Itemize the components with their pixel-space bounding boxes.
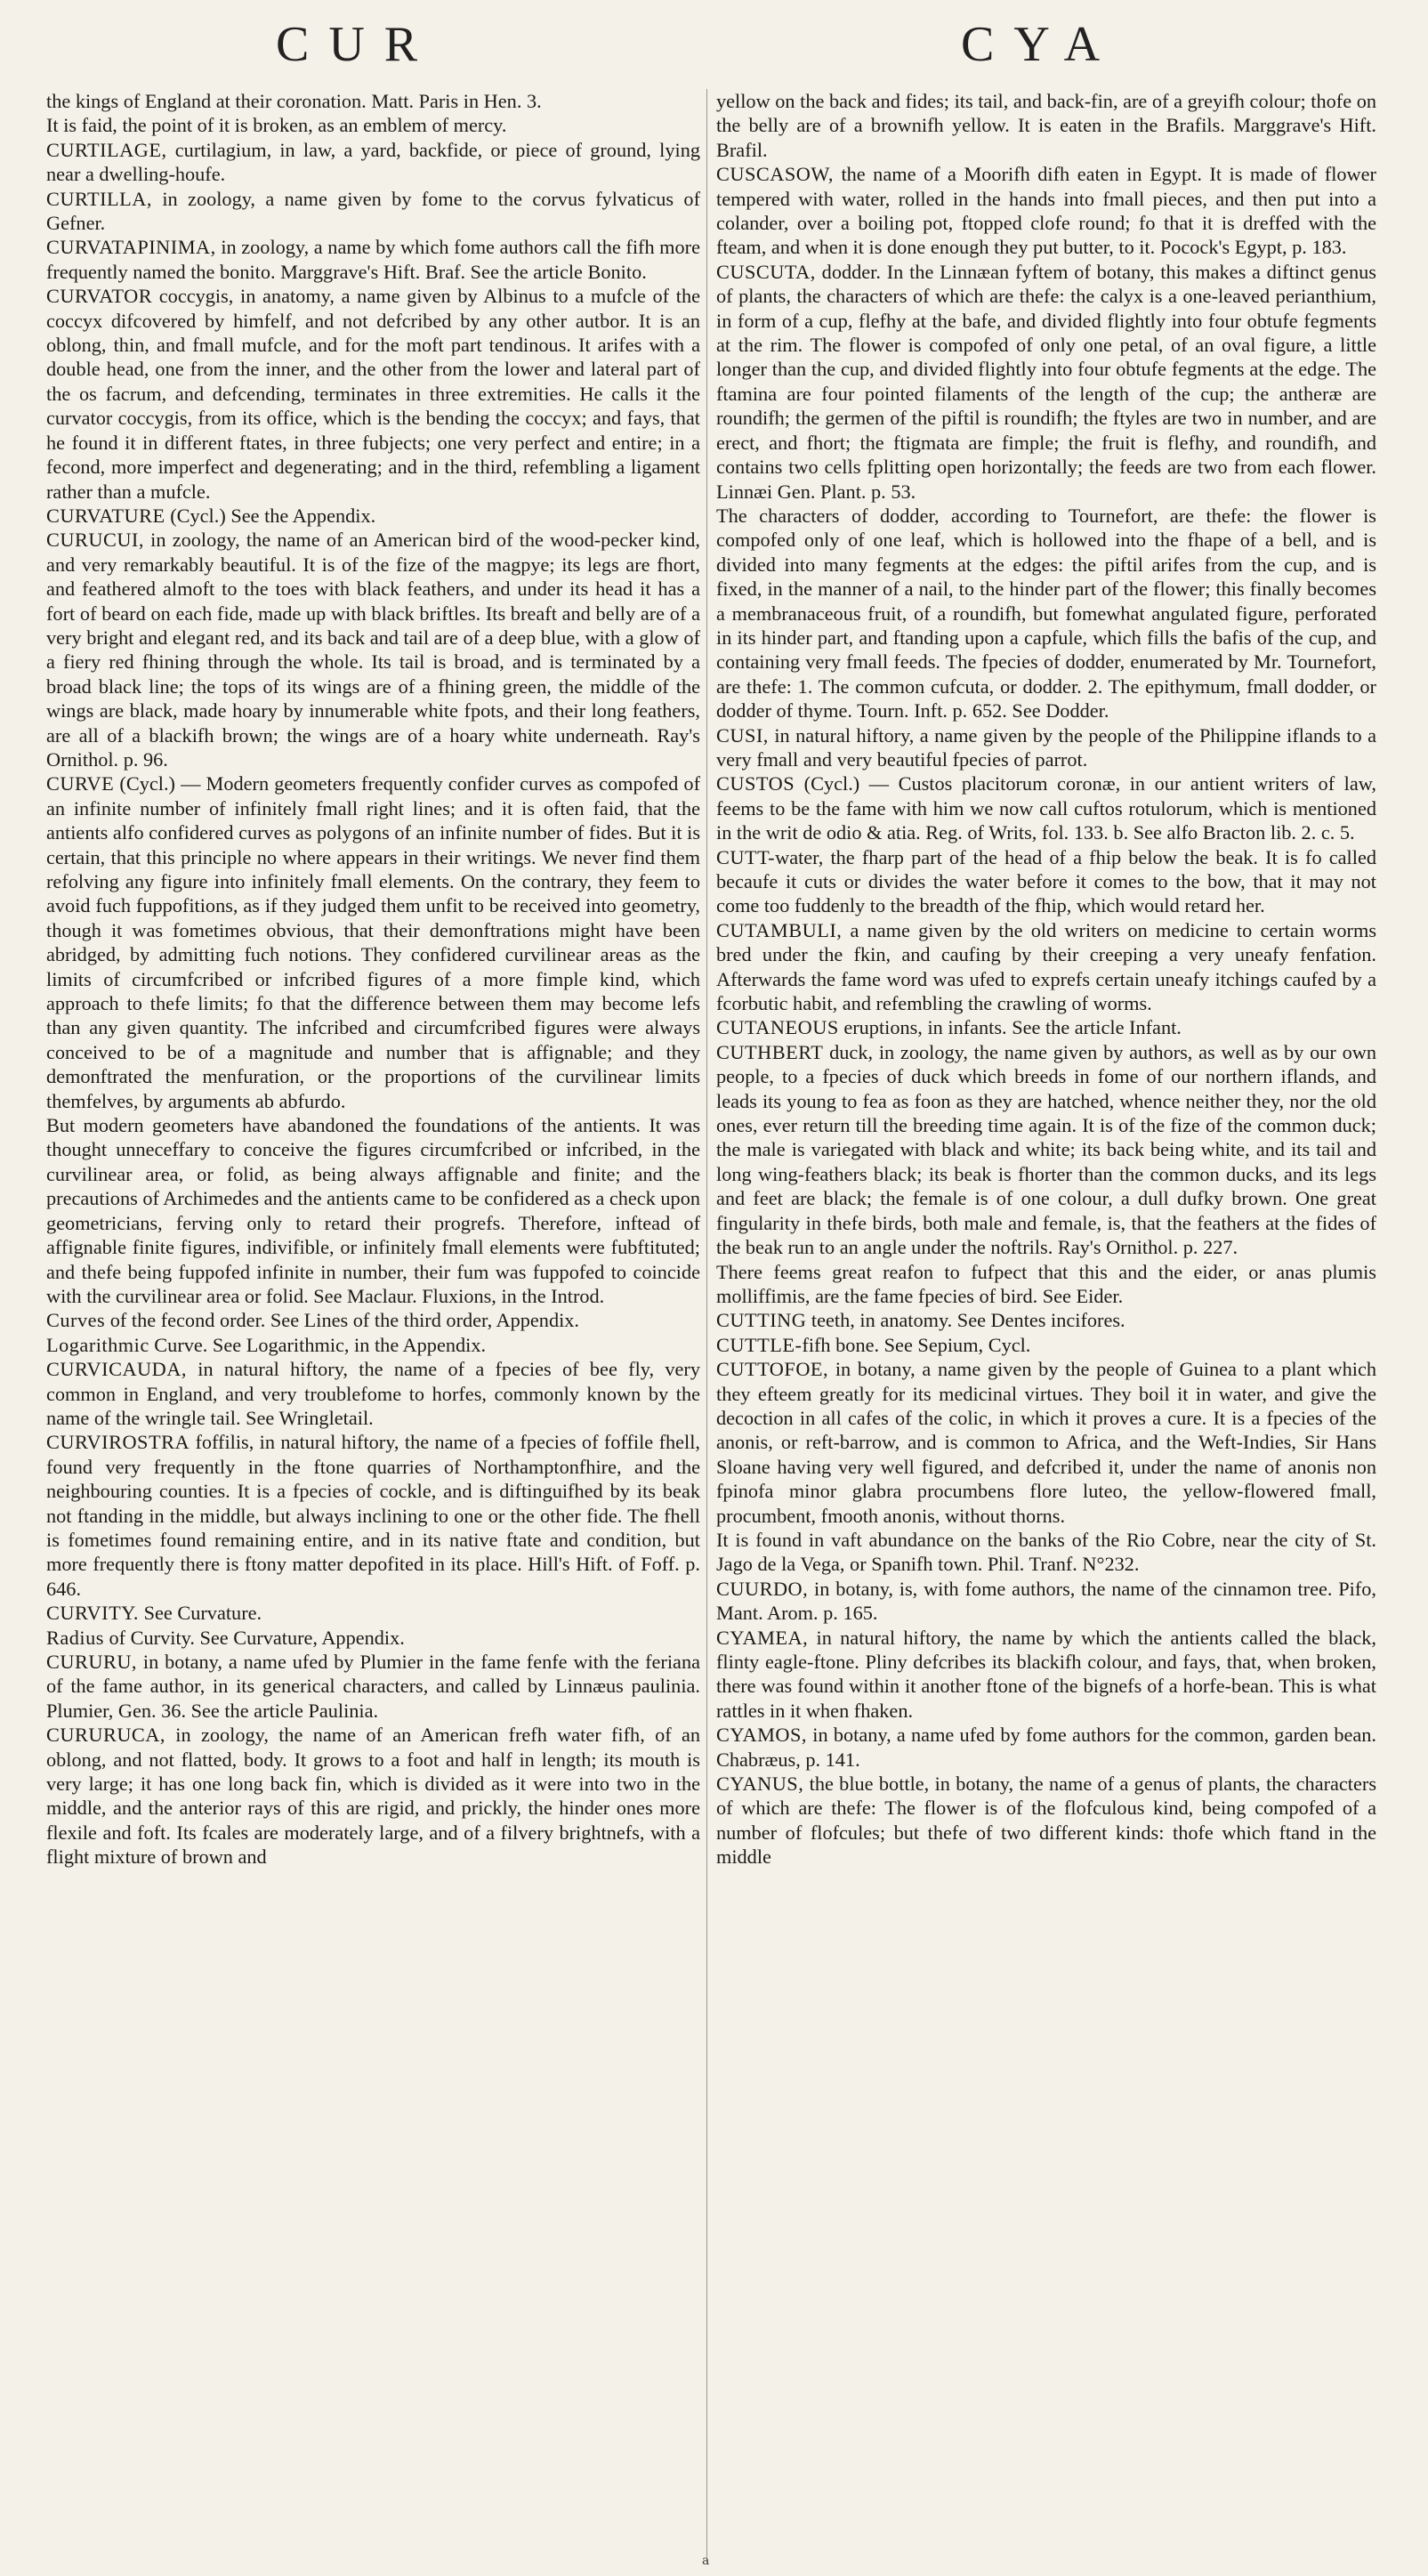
entry-text: of the fecond order. See Lines of the third order, Appendix. (105, 1309, 580, 1332)
entry-headword: CURVE (46, 772, 115, 795)
entry-text: Curve. See Logarithmic, in the Appendix. (149, 1333, 487, 1356)
dictionary-entry (716, 1357, 1376, 1528)
entry-headword: Radius (46, 1626, 104, 1649)
entry-text: fifh bone. See Sepium, Cycl. (802, 1333, 1031, 1356)
entry-headword: CUTTLE- (716, 1333, 803, 1356)
entry-text: a name given by the old writers on medicine to certain worms bred under the fkin, and caufing by their creeping a very uneafy fenfation. Afterwards the fame word was ufed to exprefs certain uneafy itchings caufed by a fcorbutic habit, and refembling the crawling of worms. (716, 918, 1376, 1015)
entry-text: The characters of dodder, according to Tournefort, are thefe: the flower is compofed only of one leaf, which is hollowed into the fhape of a bell, and is divided into many fegments at the edges: the piftil arifes from the cup, and is fixed, in the manner of a nail, to the hinder part of the flower; this finally becomes a membranaceous fruit, of a roundifh, but fomewhat angulated figure, perforated in its hinder part, and ftanding upon a capfule, which fills the bafis of the cup, and containing very fmall feeds. The fpecies of dodder, enumerated by Mr. Tournefort, are thefe: 1. The common cufcuta, or dodder. 2. The epithymum, fmall dodder, or dodder of thyme. Tourn. Inft. p. 652. See Dodder. (716, 504, 1376, 723)
entry-headword: CURVIROSTRA (46, 1431, 190, 1454)
entry-headword: CUTT- (716, 845, 776, 868)
dictionary-entry (46, 1357, 700, 1430)
dictionary-entry (716, 1015, 1376, 1039)
entry-headword: CUURDO, (716, 1577, 809, 1600)
right-column (716, 89, 1376, 2554)
entry-headword: CUTHBERT (716, 1040, 824, 1063)
signature-mark: a (702, 2554, 710, 2568)
dictionary-entry (46, 1626, 700, 1650)
dictionary-entry (716, 1723, 1376, 1772)
entry-text: in botany, a name ufed by Plumier in the fame fenfe with the feriana of the fame author, in its generical characters, and called by Linnæus paulinia. Plumier, Gen. 36. See the article Paulinia. (46, 1651, 700, 1722)
entry-text: in botany, a name given by the people of Guinea to a plant which they efteem greatly for its medicinal virtues. They boil it in water, and give the decoction in all cafes of the colic, in which it proves a cure. It is a fpecies of the anonis, or reft-barrow, and is common to Africa, and the Weft-Indies, Sir Hans Sloane having very well figured, and defcribed it, under the name of anonis non fpinofa minor glabra procumbens flore luteo, the yellow-flowered fmall, procumbent, fmooth anonis, without thorns. (716, 1358, 1376, 1527)
dictionary-entry (46, 771, 700, 1113)
entry-text: in natural hiftory, a name given by the people of the Philippine iflands to a very fmall and very beautiful fpecies of parrot. (716, 723, 1376, 771)
entry-text: in zoology, the name of an American frefh water fifh, of an oblong, and not flatted, body. It grows to a foot and half in length; its mouth is very large; it has one long back fin, which is divided as it were into two in the middle, and the anterior rays of this are rigid, and prickly, the hinder ones more flexile and foft. Its fcales are moderately large, and of a filvery brightnefs, with a flight mixture of brown and (46, 1724, 700, 1869)
column-divider (706, 89, 707, 2563)
entry-text: the kings of England at their coronation. Matt. Paris in Hen. 3. (46, 90, 542, 112)
entry-text: in botany, is, with fome authors, the name of the cinnamon tree. Pifo, Mant. Arom. p. 165. (716, 1577, 1376, 1625)
running-head-left: CUR (276, 17, 438, 72)
entry-text: in zoology, the name of an American bird of the wood-pecker kind, and very remarkably beautiful. It is of the fize of the magpye; its legs are fhort, and feathered almoft to the toes with black feathers, and under its head it has a fort of beard on each fide, made up with black briftles. Its breaft and belly are of a very bright and elegant red, and its back and tail are of a deep blue, with a glow of a fiery red fhining through the whole. Its tail is broad, and is terminated by a broad black line; the tops of its wings are of a fhining green, the middle of the wings are black, made hoary by innumerable white fpots, and their long feathers, are all of a blackifh brown; the wings are of a hoary white underneath. Ray's Ornithol. p. 96. (46, 529, 700, 771)
entry-headword: Curves (46, 1309, 106, 1332)
dictionary-entry (46, 1650, 700, 1723)
dictionary-entry (716, 1577, 1376, 1626)
entry-headword: CUTTOFOE, (716, 1358, 829, 1381)
entry-headword: CURVICAUDA, (46, 1358, 187, 1381)
dictionary-entry (46, 138, 700, 187)
dictionary-entry (46, 235, 700, 284)
entry-text: There feems great reafon to fufpect that this and the eider, or anas plumis molliffimis, are the fame fpecies of bird. See Eider. (716, 1260, 1376, 1307)
entry-headword: CUSCASOW, (716, 163, 834, 186)
entry-headword: CUSCUTA, (716, 260, 816, 283)
entry-headword: CURURU, (46, 1651, 137, 1673)
dictionary-entry (716, 1772, 1376, 1869)
dictionary-entry (716, 1626, 1376, 1724)
dictionary-entry (716, 1260, 1376, 1309)
entry-text: in natural hiftory, the name by which the antients called the black, flinty eagle-ftone. Pliny defcribes its blackifh colour, and fays, that, when broken, there was found within it another ftone of the bignefs of a horfe-bean. This is what rattles in it when fhaken. (716, 1626, 1376, 1722)
entry-text: But modern geometers have abandoned the foundations of the antients. It was thought unneceffary to conceive the figures circumfcribed or infcribed, in the curvilinear area, or folid, as being always affignable and finite; and the precautions of Archimedes and the antients came to be confidered as a check upon geometricians, ferving only to retard their progrefs. Therefore, inftead of affignable finite figures, indivifible, or infinitely fmall elements were fubftituted; and thefe being fuppofed infinite in number, their fum was fuppofed to coincide with the curvilinear area or folid. See Maclaur. Fluxions, in the Introd. (46, 1114, 700, 1307)
left-column (46, 89, 700, 2554)
entry-headword: CURVATOR (46, 285, 153, 308)
entry-text: the blue bottle, in botany, the name of a genus of plants, the characters of which are thefe: The flower is of the flofculous kind, being compofed of a number of flofcules; but thefe of two different kinds: thofe which ftand in the middle (716, 1773, 1376, 1869)
entry-text: It is faid, the point of it is broken, as an emblem of mercy. (46, 114, 507, 137)
dictionary-entry (46, 528, 700, 771)
running-head-right: CYA (961, 17, 1120, 72)
dictionary-entry (46, 1333, 700, 1357)
dictionary-entry (46, 89, 700, 113)
dictionary-entry (716, 1333, 1376, 1357)
dictionary-entry (716, 504, 1376, 723)
entry-headword: CURVATAPINIMA, (46, 236, 216, 259)
dictionary-entry (716, 89, 1376, 162)
entry-headword: CUTANEOUS (716, 1016, 839, 1039)
entry-text: yellow on the back and fides; its tail, and back-fin, are of a greyifh colour; thofe on the belly are of a brownifh yellow. It is eaten in the Brafils. Marggrave's Hift. Brafil. (716, 90, 1376, 161)
dictionary-entry (716, 918, 1376, 1016)
entry-headword: CYANUS, (716, 1773, 804, 1796)
dictionary-entry (716, 1308, 1376, 1332)
entry-text: of Curvity. See Curvature, Appendix. (103, 1626, 405, 1649)
entry-text: teeth, in anatomy. See Dentes incifores. (806, 1309, 1125, 1332)
dictionary-entry (716, 162, 1376, 260)
dictionary-entry (716, 845, 1376, 918)
entry-text: dodder. In the Linnæan fyftem of botany, this makes a diftinct genus of plants, the characters of which are thefe: the calyx is a one-leaved perianthium, in form of a cup, flefhy at the bafe, and divided flightly into four obtufe fegments at the rim. The flower is compofed of only one petal, of an oval figure, a little longer than the cup, and divided flightly into four obtufe fegments at the edge. The ftamina are four pointed filaments of the length of the cup; the antheræ are roundifh; the germen of the piftil is roundifh; the ftyles are two in number, and are erect, and fhort; the ftigmata are fimple; the fruit is flefhy, and roundifh, and contains two cells fplitting open horizontally; the feeds are two from each flower. Linnæi Gen. Plant. p. 53. (716, 260, 1376, 503)
dictionary-entry (716, 260, 1376, 504)
dictionary-entry (46, 504, 700, 528)
entry-headword: CURTILLA, (46, 187, 152, 210)
entry-text: in zoology, a name by which fome authors call the fifh more frequently named the bonito. Marggrave's Hift. Braf. See the article Bonito. (46, 236, 700, 283)
entry-text: It is found in vaft abundance on the banks of the Rio Cobre, near the city of St. Jago de la Vega, or Spanifh town. Phil. Tranf. N°232. (716, 1528, 1376, 1576)
entry-text: in botany, a name ufed by fome authors for the common, garden bean. Chabræus, p. 141. (716, 1724, 1376, 1771)
entry-headword: CURURUCA, (46, 1724, 165, 1747)
entry-text: (Cycl.) See the Appendix. (165, 504, 376, 527)
entry-text: See Curvature. (139, 1602, 262, 1625)
entry-text: eruptions, in infants. See the article Infant. (838, 1016, 1182, 1039)
entry-headword: CYAMOS, (716, 1724, 808, 1747)
dictionary-entry (716, 723, 1376, 772)
dictionary-entry (46, 284, 700, 504)
entry-headword: CURTILAGE, (46, 138, 167, 161)
entry-text: in natural hiftory, the name of a fpecies of bee fly, very common in England, and very troublefome to horfes, commonly known by the name of the wringle tail. See Wringletail. (46, 1358, 700, 1429)
dictionary-entry (46, 113, 700, 137)
entry-text: coccygis, in anatomy, a name given by Albinus to a mufcle of the coccyx difcovered by himfelf, and not defcribed by any other autbor. It is an oblong, thin, and fmall mufcle, and for the moft part tendinous. It arifes with a double head, one from the inner, and the other from the lower and lateral part of the os facrum, and defcending, terminates in three extremities. He calls it the curvator coccygis, from its office, which is the bending the coccyx; and fays, that he found it in different ftates, in three fubjects; one very perfect and entire; in a fecond, more imperfect and degenerating; and in the third, refembling a ligament rather than a mufcle. (46, 285, 700, 503)
dictionary-entry (46, 1308, 700, 1332)
dictionary-entry (716, 1040, 1376, 1260)
entry-headword: CYAMEA, (716, 1626, 809, 1649)
entry-text: (Cycl.) — Modern geometers frequently confider curves as compofed of an infinite number of infinitely fmall right lines; and it is often faid, that the antients alfo confidered curves as polygons of an infinite number of fides. But it is certain, that this principle no where appears in their writings. We never find them refolving any figure into infinitely fmall elements. On the contrary, they feem to avoid fuch fuppofitions, as if they judged them unfit to be received into geometry, though it was fometimes obvious, that their demonftrations might have been abridged, by admitting fuch notions. They confidered curvilinear areas as the limits of circumfcribed or infcribed figures of a more fimple kind, which approach to thefe limits; fo that the difference between them may become lefs than any given quantity. The infcribed and circumfcribed figures were always conceived to be of a magnitude and number that is affignable; and they demonftrated the menfuration, or the proportions of the curvilinear limits themfelves, by arguments ab abfurdo. (46, 772, 700, 1112)
entry-headword: CUSI, (716, 723, 769, 747)
entry-text: (Cycl.) — Custos placitorum coronæ, in our antient writers of law, feems to be the fame with him we now call cuftos rotulorum, which is mentioned in the writ de odio & atia. Reg. of Writs, fol. 133. b. See alfo Bracton lib. 2. c. 5. (716, 772, 1376, 844)
dictionary-entry (46, 1430, 700, 1601)
entry-headword: CUTTING (716, 1309, 807, 1332)
entry-text: water, the fharp part of the head of a fhip below the beak. It is fo called becaufe it cuts or divides the water before it comes to the bow, that it may not come too fuddenly to the breadth of the fhip, which would retard her. (716, 845, 1376, 917)
entry-text: foffilis, in natural hiftory, the name of a fpecies of foffile fhell, found very frequently in the ftone quarries of Northamptonfhire, and the neighbouring counties. It is a fpecies of cockle, and is diftinguifhed by its beak not ftanding in the middle, but always inclining to one or the other fide. The fhell is fometimes found remaining entire, and in its native ftate and condition, but more frequently there is ftony matter depofited in its place. Hill's Hift. of Foff. p. 646. (46, 1431, 700, 1600)
entry-headword: CURUCUI, (46, 529, 144, 552)
dictionary-entry (46, 1113, 700, 1308)
dictionary-entry (46, 1601, 700, 1625)
entry-text: curtilagium, in law, a yard, backfide, or piece of ground, lying near a dwelling-houfe. (46, 138, 700, 186)
dictionary-entry (716, 1528, 1376, 1577)
dictionary-entry (46, 1723, 700, 1869)
dictionary-entry (46, 187, 700, 236)
entry-text: in zoology, a name given by fome to the corvus fylvaticus of Gefner. (46, 187, 700, 235)
entry-headword: CURVATURE (46, 504, 165, 527)
entry-text: duck, in zoology, the name given by authors, as well as by our own people, to a fpecies of duck which breeds in fome of our northern iflands, and leads its young to fea as foon as they are hatched, whence neither they, nor the old ones, ever return till the breeding time again. It is of the fize of the common duck; the male is variegated with black and white; its back being white, and its tail and long wing-feathers black; its beak is fhorter than the common ducks, and its legs and feet are black; the female is of one colour, a dull dufky brown. One great fingularity in thefe birds, both male and female, is, that the feathers at the fides of the beak run to an angle under the noftrils. Ray's Ornithol. p. 227. (716, 1040, 1376, 1259)
dictionary-entry (716, 771, 1376, 844)
entry-headword: Logarithmic (46, 1333, 149, 1356)
entry-headword: CUTAMBULI, (716, 918, 843, 941)
entry-headword: CURVITY. (46, 1602, 140, 1625)
entry-text: the name of a Moorifh difh eaten in Egypt. It is made of flower tempered with water, rolled in the hands into fmall pieces, and then put into a colander, over a boiling pot, ftopped clofe round; fo that it is dreffed with the fteam, and when it is done enough they put butter, to it. Pocock's Egypt, p. 183. (716, 163, 1376, 259)
entry-headword: CUSTOS (716, 772, 795, 795)
